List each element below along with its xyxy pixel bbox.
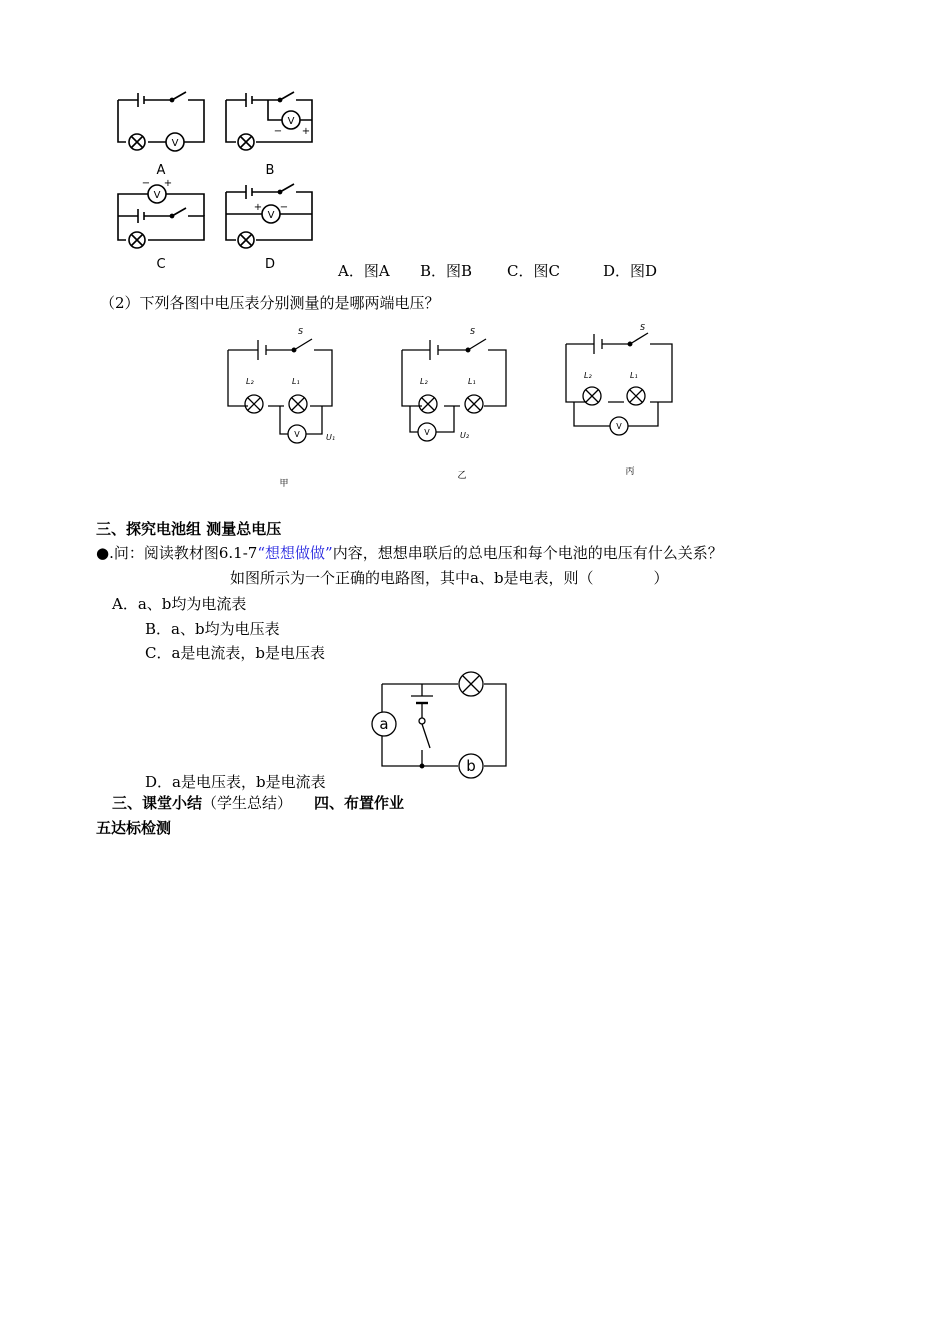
summary-line	[112, 793, 404, 813]
figure-label-a: A	[156, 163, 166, 178]
ask-prefix: .问：阅读教材图6.1-7	[109, 544, 258, 562]
b-minus: −	[273, 126, 283, 137]
q2-circuit-figures	[222, 322, 682, 492]
footer-heading: 五达标检测	[96, 819, 172, 837]
jia-u: U₁	[326, 433, 336, 442]
mc-option-b: B．a、b均为电压表	[145, 620, 280, 638]
ask-quote: “想想做做”	[257, 544, 333, 562]
q1-circuit-figures	[108, 86, 326, 276]
q1-option-a: A．图A	[338, 262, 390, 280]
c-minus: −	[141, 178, 151, 189]
figure-label-b: B	[265, 163, 275, 178]
meter-v-d: V	[267, 210, 275, 221]
yi-meter: V	[424, 428, 430, 437]
jia-switch: S	[298, 327, 304, 336]
meter-v-b: V	[287, 116, 295, 127]
mc-option-c: C．a是电流表，b是电压表	[145, 644, 326, 662]
homework-heading: 四、布置作业	[314, 794, 405, 812]
caption-yi: 乙	[457, 471, 467, 481]
bing-l1: L₁	[630, 371, 638, 380]
yi-l1: L₁	[468, 377, 476, 386]
yi-l2: L₂	[420, 377, 428, 386]
jia-meter: V	[294, 430, 300, 439]
ab-meter-circuit	[364, 666, 520, 784]
section3-heading: 三、探究电池组 测量总电压	[96, 520, 282, 538]
d-plus: +	[253, 202, 263, 213]
meter-v-c: V	[153, 190, 161, 201]
caption-jia: 甲	[279, 479, 289, 489]
b-plus: +	[301, 126, 311, 137]
bing-switch: S	[640, 323, 646, 332]
mc-option-d: D．a是电压表，b是电流表	[145, 773, 326, 791]
mc-stem: 如图所示为一个正确的电路图，其中a、b是电表，则（ ）	[230, 569, 669, 587]
summary-note: （学生总结）	[202, 794, 293, 812]
q1-option-d: D．图D	[603, 262, 658, 280]
bing-meter: V	[616, 422, 622, 431]
caption-bing: 丙	[625, 467, 635, 477]
figure-label-d: D	[264, 257, 276, 272]
meter-v-a: V	[171, 138, 179, 149]
q1-option-c: C．图C	[507, 262, 560, 280]
meter-a-label: a	[379, 715, 389, 733]
mc-option-a: A．a、b均为电流表	[112, 595, 247, 613]
q1-option-b: B．图B	[420, 262, 473, 280]
q2-question: （2）下列各图中电压表分别测量的是哪两端电压？	[100, 294, 440, 312]
ask-suffix: 内容，想想串联后的总电压和每个电池的电压有什么关系？	[332, 544, 723, 562]
meter-b-label: b	[466, 757, 476, 775]
c-plus: +	[163, 178, 173, 189]
section3-ask	[96, 543, 723, 563]
yi-u: U₂	[460, 431, 470, 440]
bullet: ●	[96, 544, 110, 562]
d-minus: −	[279, 202, 289, 213]
jia-l1: L₁	[292, 377, 300, 386]
bing-l2: L₂	[584, 371, 592, 380]
yi-switch: S	[470, 327, 476, 336]
figure-label-c: C	[156, 257, 166, 272]
jia-l2: L₂	[246, 377, 254, 386]
summary-heading: 三、课堂小结	[112, 794, 203, 812]
